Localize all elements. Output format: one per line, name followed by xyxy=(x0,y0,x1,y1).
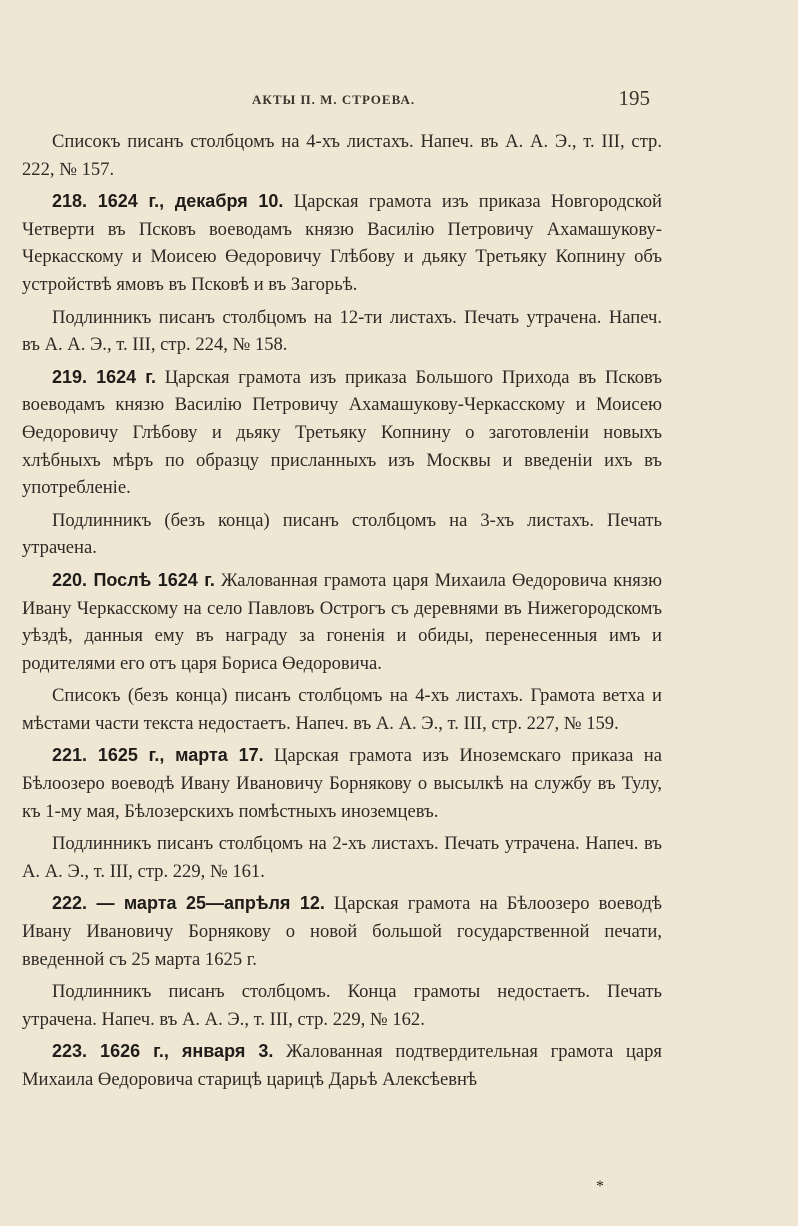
entry-text: Царская грамота изъ приказа Большого Прихода въ Псковъ воеводамъ князю Василію Петровичу Ахамашукову-Черкасскому и Моисею Өедоровичу Глѣбову и дьяку Третьяку Копнину о заготовленіи новыхъ хлѣбныхъ мѣръ по образцу присланныхъ изъ Москвы и введеніи ихъ въ употребленіе. xyxy=(22,366,662,499)
entry-219-note: Подлинникъ (безъ конца) писанъ столбцомъ на 3-хъ листахъ. Печать утрачена. xyxy=(22,509,662,559)
entry-heading: 222. — марта 25—апрѣля 12. xyxy=(52,893,325,914)
entry-222-note: Подлинникъ писанъ столбцомъ. Конца грамоты недостаетъ. Печать утрачена. Напеч. въ А. А. Э., т. III, стр. 229, № 162. xyxy=(22,981,662,1030)
page-header xyxy=(52,86,650,116)
entry-heading: 219. 1624 г. xyxy=(52,366,156,387)
entry-218-note: Подлинникъ писанъ столбцомъ на 12-ти листахъ. Печать утрачена. Напеч. въ А. А. Э., т. III, стр. 224, № 158. xyxy=(22,306,662,356)
entry-218 xyxy=(22,188,662,298)
entry-220-note: Списокъ (безъ конца) писанъ столбцомъ на 4-хъ листахъ. Грамота ветха и мѣстами части текста недостаетъ. Напеч. въ А. А. Э., т. III, стр. 227, № 159. xyxy=(22,685,662,734)
entry-text: Царская грамота изъ Иноземскаго приказа на Бѣлоозеро воеводѣ Ивану Ивановичу Борнякову о высылкѣ на службу въ Тулу, къ 1-му мая, Бѣлозерскихъ помѣстныхъ иноземцевъ. xyxy=(22,745,662,822)
entry-text: Царская грамота на Бѣлоозеро воеводѣ Ивану Ивановичу Борнякову о новой большой государственной печати, введенной съ 25 марта 1625 г. xyxy=(22,893,662,970)
entry-heading: 218. 1624 г., декабря 10. xyxy=(52,191,284,212)
entry-219 xyxy=(22,364,662,502)
entry-220 xyxy=(22,567,662,677)
entry-223 xyxy=(22,1038,662,1093)
entry-text: Жалованная подтвердительная грамота царя Михаила Өедоровича старицѣ царицѣ Дарьѣ Алексѣевнѣ xyxy=(22,1041,662,1090)
page-number: 195 xyxy=(618,86,650,110)
paragraph-217-note: Списокъ писанъ столбцомъ на 4-хъ листахъ. Напеч. въ А. А. Э., т. III, стр. 222, № 157. xyxy=(22,131,662,180)
signature-mark: * xyxy=(596,1178,604,1195)
entry-222 xyxy=(22,890,662,973)
running-head: АКТЫ П. М. СТРОЕВА. xyxy=(252,92,416,107)
entry-heading: 220. Послѣ 1624 г. xyxy=(52,569,215,590)
entry-text: Царская грамота изъ приказа Новгородской Четверти въ Псковъ воеводамъ князю Василію Петровичу Ахамашукову-Черкасскому и Моисею Өедоровичу Глѣбову и дьяку Третьяку Копнину объ устройствѣ ямовъ въ Псковѣ и въ Загорьѣ. xyxy=(22,191,662,295)
entry-221-note: Подлинникъ писанъ столбцомъ на 2-хъ листахъ. Печать утрачена. Напеч. въ А. А. Э., т. III, стр. 229, № 161. xyxy=(22,833,662,882)
entry-221 xyxy=(22,742,662,825)
entry-text: Жалованная грамота царя Михаила Өедоровича князю Ивану Черкасскому на село Павловъ Острогъ съ деревнями въ Нижегородскомъ уѣздѣ, данныя ему въ награду за гоненія и обиды, перенесенныя имъ и родителями его отъ царя Бориса Өедоровича. xyxy=(22,569,662,674)
entry-heading: 223. 1626 г., января 3. xyxy=(52,1041,274,1062)
page-body xyxy=(22,128,662,1099)
entry-heading: 221. 1625 г., марта 17. xyxy=(52,745,264,766)
